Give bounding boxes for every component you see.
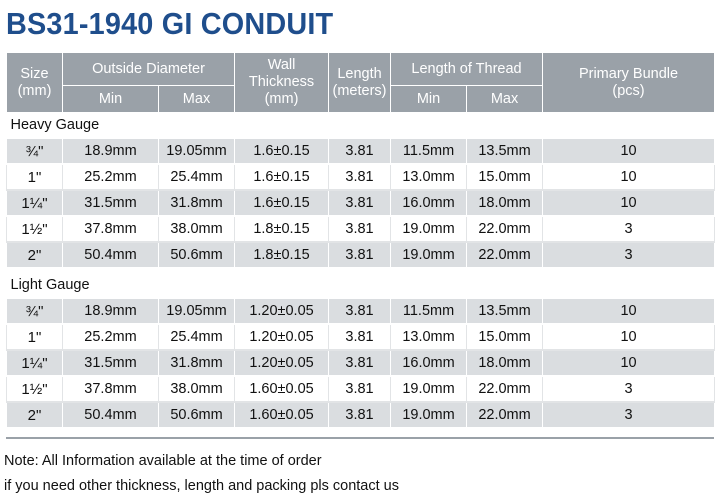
cell-lt-max: 18.0mm: [467, 350, 543, 376]
cell-od-max: 38.0mm: [159, 376, 235, 402]
cell-od-max: 31.8mm: [159, 350, 235, 376]
header-wall-thickness: [235, 53, 329, 113]
cell-od-min: 25.2mm: [63, 324, 159, 350]
cell-length: 3.81: [329, 138, 391, 164]
table-row: [7, 324, 715, 350]
cell-size: 1½": [7, 216, 63, 242]
cell-bundle: 10: [543, 190, 715, 216]
page-title: BS31-1940 GI CONDUIT: [6, 6, 334, 41]
cell-wall: 1.8±0.15: [235, 242, 329, 268]
table-row: [7, 350, 715, 376]
cell-od-min: 18.9mm: [63, 298, 159, 324]
cell-size: ¾": [7, 298, 63, 324]
cell-lt-min: 19.0mm: [391, 242, 467, 268]
cell-lt-min: 16.0mm: [391, 350, 467, 376]
header-length-of-thread: Length of Thread: [391, 53, 543, 86]
table-row: [7, 138, 715, 164]
table-body: [7, 113, 715, 429]
cell-od-max: 25.4mm: [159, 324, 235, 350]
header-length-unit: (meters): [332, 82, 387, 99]
table-row: [7, 376, 715, 402]
cell-od-min: 31.5mm: [63, 350, 159, 376]
cell-bundle: 3: [543, 242, 715, 268]
cell-lt-max: 22.0mm: [467, 216, 543, 242]
cell-size: 2": [7, 402, 63, 428]
header-wall-label-2: Thickness: [248, 74, 315, 90]
cell-length: 3.81: [329, 164, 391, 190]
cell-wall: 1.20±0.05: [235, 324, 329, 350]
cell-length: 3.81: [329, 324, 391, 350]
section-label: Light Gauge: [7, 273, 715, 298]
note-contact: if you need other thickness, length and packing pls contact us: [4, 478, 399, 494]
cell-od-max: 50.6mm: [159, 242, 235, 268]
cell-wall: 1.20±0.05: [235, 350, 329, 376]
cell-size: 1½": [7, 376, 63, 402]
cell-od-min: 31.5mm: [63, 190, 159, 216]
note-availability: Note: All Information available at the time of order: [4, 453, 322, 469]
header-size-unit: (mm): [17, 82, 52, 99]
header-lt-min: Min: [391, 86, 467, 113]
cell-od-min: 50.4mm: [63, 242, 159, 268]
cell-length: 3.81: [329, 242, 391, 268]
header-primary-bundle: [543, 53, 715, 113]
cell-lt-min: 11.5mm: [391, 298, 467, 324]
cell-lt-max: 22.0mm: [467, 242, 543, 268]
section-row: [7, 273, 715, 298]
cell-lt-max: 22.0mm: [467, 376, 543, 402]
cell-od-max: 38.0mm: [159, 216, 235, 242]
cell-wall: 1.6±0.15: [235, 190, 329, 216]
cell-lt-min: 13.0mm: [391, 324, 467, 350]
cell-length: 3.81: [329, 216, 391, 242]
cell-length: 3.81: [329, 350, 391, 376]
cell-bundle: 3: [543, 376, 715, 402]
cell-size: 1¼": [7, 350, 63, 376]
table-row: [7, 402, 715, 428]
section-row: [7, 113, 715, 139]
header-wall-unit: (mm): [264, 91, 299, 107]
cell-lt-max: 13.5mm: [467, 138, 543, 164]
cell-od-min: 50.4mm: [63, 402, 159, 428]
table-bottom-rule: [6, 437, 714, 439]
cell-bundle: 10: [543, 138, 715, 164]
cell-lt-max: 18.0mm: [467, 190, 543, 216]
cell-od-min: 37.8mm: [63, 376, 159, 402]
cell-lt-min: 19.0mm: [391, 376, 467, 402]
table-row: [7, 164, 715, 190]
table-row: [7, 242, 715, 268]
cell-length: 3.81: [329, 402, 391, 428]
cell-size: ¾": [7, 138, 63, 164]
cell-lt-min: 19.0mm: [391, 216, 467, 242]
cell-od-max: 50.6mm: [159, 402, 235, 428]
header-bundle-unit: (pcs): [612, 82, 645, 99]
cell-wall: 1.60±0.05: [235, 376, 329, 402]
cell-bundle: 10: [543, 298, 715, 324]
cell-size: 1": [7, 164, 63, 190]
cell-bundle: 10: [543, 164, 715, 190]
spec-table: [6, 52, 715, 429]
table-header: [7, 53, 715, 113]
cell-lt-min: 16.0mm: [391, 190, 467, 216]
table-row: [7, 190, 715, 216]
header-outside-diameter: Outside Diameter: [63, 53, 235, 86]
header-od-max: Max: [159, 86, 235, 113]
header-size-label: Size: [20, 65, 49, 82]
cell-size: 1¼": [7, 190, 63, 216]
cell-bundle: 10: [543, 350, 715, 376]
cell-od-max: 19.05mm: [159, 138, 235, 164]
cell-size: 2": [7, 242, 63, 268]
header-od-min: Min: [63, 86, 159, 113]
cell-lt-max: 15.0mm: [467, 324, 543, 350]
header-length-label: Length: [337, 65, 382, 82]
cell-length: 3.81: [329, 376, 391, 402]
header-size: [7, 53, 63, 113]
cell-od-min: 25.2mm: [63, 164, 159, 190]
cell-size: 1": [7, 324, 63, 350]
cell-lt-min: 11.5mm: [391, 138, 467, 164]
cell-lt-max: 13.5mm: [467, 298, 543, 324]
cell-bundle: 10: [543, 324, 715, 350]
cell-length: 3.81: [329, 190, 391, 216]
cell-bundle: 3: [543, 402, 715, 428]
cell-wall: 1.60±0.05: [235, 402, 329, 428]
cell-od-max: 31.8mm: [159, 190, 235, 216]
cell-wall: 1.6±0.15: [235, 164, 329, 190]
cell-wall: 1.8±0.15: [235, 216, 329, 242]
cell-lt-max: 15.0mm: [467, 164, 543, 190]
cell-lt-min: 13.0mm: [391, 164, 467, 190]
cell-bundle: 3: [543, 216, 715, 242]
cell-lt-max: 22.0mm: [467, 402, 543, 428]
cell-od-min: 18.9mm: [63, 138, 159, 164]
cell-lt-min: 19.0mm: [391, 402, 467, 428]
header-bundle-label: Primary Bundle: [578, 65, 679, 82]
cell-od-min: 37.8mm: [63, 216, 159, 242]
header-wall-label: Wall: [267, 57, 296, 73]
cell-wall: 1.6±0.15: [235, 138, 329, 164]
table-row: [7, 216, 715, 242]
header-length: [329, 53, 391, 113]
cell-od-max: 25.4mm: [159, 164, 235, 190]
table-row: [7, 298, 715, 324]
section-label: Heavy Gauge: [7, 113, 715, 139]
cell-length: 3.81: [329, 298, 391, 324]
header-lt-max: Max: [467, 86, 543, 113]
cell-wall: 1.20±0.05: [235, 298, 329, 324]
cell-od-max: 19.05mm: [159, 298, 235, 324]
